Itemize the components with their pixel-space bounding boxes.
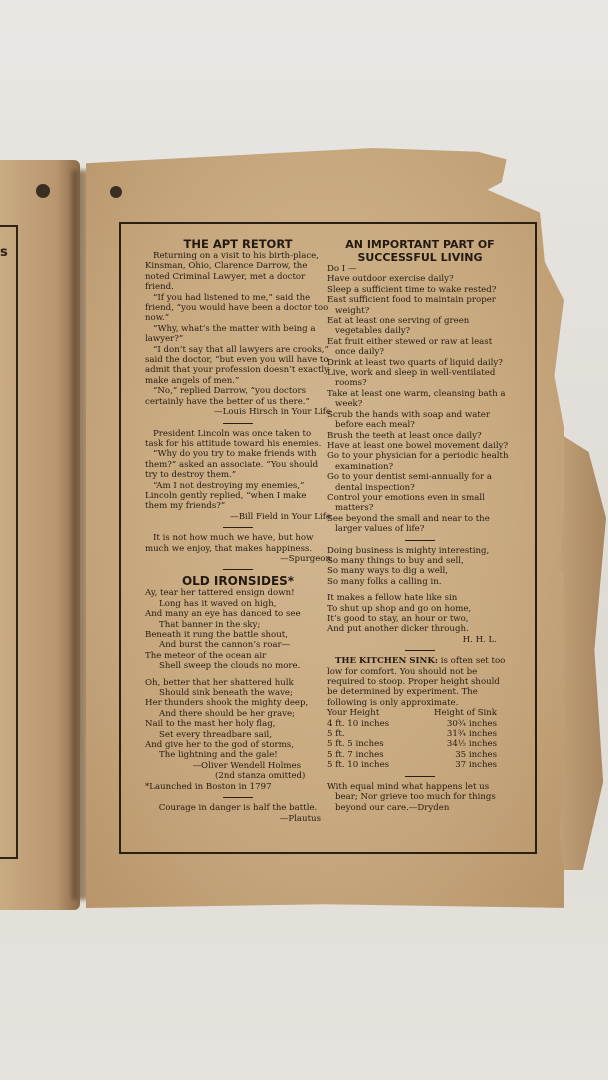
verse-line: So many folks a calling in. (327, 576, 442, 587)
paragraph: President Lincoln was once taken to task for his attitude toward his enemies. (145, 428, 322, 449)
list-item: Live, work and sleep in well-ventilated rooms? (327, 368, 496, 389)
binder-hole (36, 184, 50, 198)
kitchen-sink-paragraph (327, 656, 513, 708)
poem-line: And there should be her grave; (159, 708, 295, 719)
paragraph: “I don’t say that all lawyers are crooks,” said the doctor, “but even you will have to admit that your profession doesn’t exactly make angels of men.” (145, 344, 330, 386)
column-header: Height of Sink (433, 708, 497, 719)
poem-line: Her thunders shook the mighty deep, (145, 698, 309, 709)
list-item: See beyond the small and near to the larger values of life? (327, 513, 490, 535)
left-page-border (0, 225, 18, 859)
cell-sink: 35 inches (455, 749, 497, 760)
old-ironsides-title: OLD IRONSIDES* (181, 574, 295, 589)
cell-sink: 37 inches (455, 760, 497, 771)
verse-line: It’s good to stay, an hour or two, (327, 614, 469, 624)
cell-sink: 31¾ inches (446, 729, 497, 740)
poem-line: Ay, tear her tattered ensign down! (145, 588, 295, 599)
list-item: Go to your physician for a periodic health examination? (327, 451, 509, 472)
poem-line: And burst the cannon’s roar— (159, 640, 291, 651)
cell-sink: 34½ inches (446, 739, 497, 750)
cell-height: 5 ft. 5 inches (327, 739, 384, 750)
poem-stanza-1 (145, 588, 331, 671)
cell-height: 4 ft. 10 inches (327, 718, 390, 729)
verse-line: Doing business is mighty interesting, (327, 545, 490, 556)
table-row (327, 719, 513, 729)
divider (223, 423, 253, 424)
paragraph: “If you had listened to me,” said the friend, “you would have been a doctor too now.” (145, 292, 329, 324)
poem-line: And give her to the god of storms, (145, 740, 294, 751)
binder-hole (110, 186, 122, 198)
intro: Do I — (327, 264, 357, 274)
divider (223, 569, 253, 570)
list-item: Control your emotions even in small matters? (327, 492, 485, 514)
verse-line: So many things to buy and sell, (327, 555, 464, 566)
business-verse-2 (327, 593, 513, 635)
left-page (0, 160, 80, 910)
paragraph: Returning on a visit to his birth-place, Kinsman, Ohio, Clarence Darrow, the noted Criminal Lawyer, met a doctor friend. (145, 251, 319, 293)
left-column (145, 238, 331, 824)
poem-stanza-2 (145, 678, 331, 761)
divider (223, 797, 253, 798)
dryden-quote: With equal mind what happens let us bear; Nor grieve too much for things beyond our care.—Dryden (327, 781, 496, 813)
kitchen-sink-text: is often set too low for comfort. You should not be required to stoop. Proper height should be determined by experiment. The following is only approximate. (327, 656, 506, 708)
attribution: —Oliver Wendell Holmes (192, 760, 301, 771)
checklist (327, 274, 513, 534)
left-page-fragment: s (0, 245, 8, 260)
verse-line: It makes a fellow hate like sin (327, 593, 458, 604)
quote: Courage in danger is half the battle. (158, 803, 318, 814)
apt-retort-title: THE APT RETORT (183, 237, 293, 251)
list-item: Drink at least two quarts of liquid daily? (327, 357, 503, 368)
table-row (327, 750, 513, 760)
table-row (327, 729, 513, 739)
poem-line: Oh, better that her shattered hulk (145, 677, 294, 688)
attribution-note: (2nd stanza omitted) (215, 771, 306, 782)
kitchen-sink-lead: THE KITCHEN SINK: (335, 656, 439, 667)
poem-line: Beneath it rung the battle shout, (145, 630, 288, 640)
poem-line: That banner in the sky; (159, 619, 261, 630)
verse-line: And put another dicker through. (327, 624, 469, 635)
verse-line: To shut up shop and go on home, (327, 603, 472, 614)
attribution: —Plautus (279, 813, 321, 824)
attribution: —Louis Hirsch in Your Life (214, 407, 331, 418)
successful-living-title: AN IMPORTANT PART OF SUCCESSFUL LIVING (345, 238, 495, 264)
poem-line: Long has it waved on high, (159, 598, 277, 609)
poem-line: Nail to the mast her holy flag, (145, 719, 276, 730)
quote: It is not how much we have, but how much we enjoy, that makes happiness. (145, 533, 314, 554)
list-item: Have at least one bowel movement daily? (327, 440, 509, 451)
list-item: Sleep a sufficient time to wake rested? (327, 284, 497, 295)
list-item: Eat at least one serving of green vegetables daily? (327, 316, 470, 337)
attribution: —Bill Field in Your Life (230, 511, 331, 522)
cell-sink: 30¾ inches (446, 718, 497, 729)
column-header: Your Height (327, 708, 380, 719)
cell-height: 5 ft. (327, 729, 345, 740)
list-item: Go to your dentist semi-annually for a dental inspection? (327, 472, 493, 493)
poem-line: Shell sweep the clouds no more. (159, 661, 301, 672)
poem-line: The meteor of the ocean air (145, 650, 267, 661)
attribution: —Spurgeon (280, 553, 331, 564)
attribution: H. H. L. (462, 634, 497, 645)
list-item: Brush the teeth at least once daily? (327, 430, 482, 441)
sink-table-header (327, 708, 513, 718)
footnote: *Launched in Boston in 1797 (145, 781, 272, 792)
poem-line: The lightning and the gale! (159, 750, 278, 761)
divider (405, 540, 435, 541)
paragraph: “Am I not destroying my enemies,” Lincoln gently replied, “when I make them my friends?” (145, 480, 307, 512)
divider (405, 650, 435, 651)
list-item: Eat fruit either stewed or raw at least once daily? (327, 336, 493, 358)
cell-height: 5 ft. 7 inches (327, 749, 384, 760)
cell-height: 5 ft. 10 inches (327, 760, 390, 771)
divider (405, 776, 435, 777)
list-item: Take at least one warm, cleansing bath a week? (327, 388, 506, 410)
table-row (327, 760, 513, 770)
poem-line: Should sink beneath the wave; (159, 688, 293, 699)
paragraph: “Why, what’s the matter with being a lawyer?” (145, 323, 316, 345)
list-item: Scrub the hands with soap and water before each meal? (327, 409, 491, 431)
business-verse-1 (327, 546, 513, 588)
verse-line: So many ways to dig a well, (327, 566, 449, 577)
poem-line: And many an eye has danced to see (145, 609, 301, 620)
right-column (327, 238, 513, 813)
paragraph: “No,” replied Darrow, “you doctors certainly have the better of us there.” (145, 386, 310, 407)
poem-line: Set every threadbare sail, (159, 729, 272, 740)
sink-table (327, 708, 513, 770)
divider (223, 527, 253, 528)
table-row (327, 739, 513, 749)
list-item: East sufficient food to maintain proper weight? (327, 295, 496, 316)
paragraph: “Why do you try to make friends with them?” asked an associate. “You should try to destroy them.” (145, 449, 319, 481)
list-item: Have outdoor exercise daily? (327, 274, 454, 285)
